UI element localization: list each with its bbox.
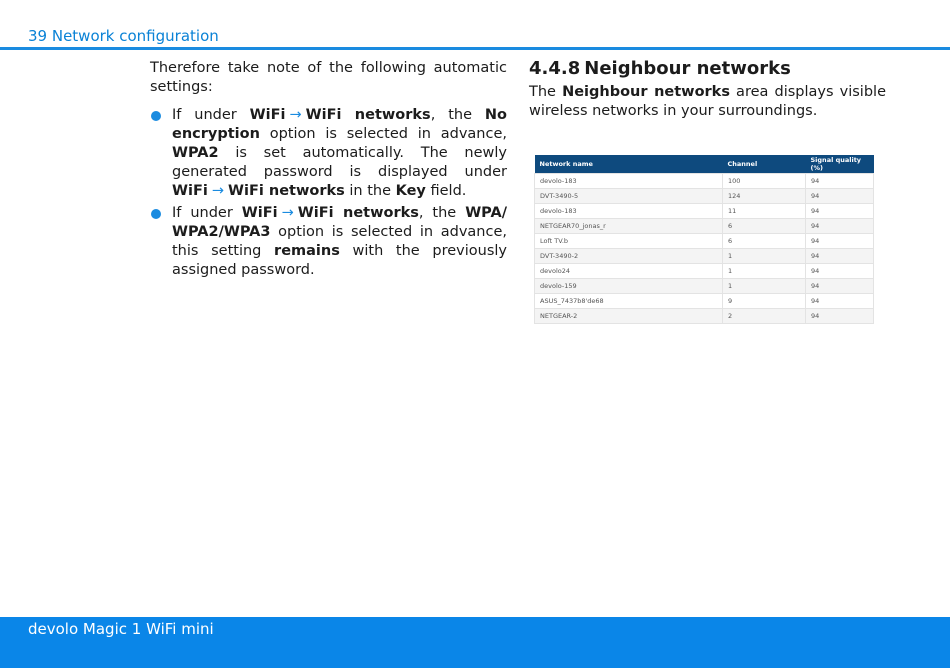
table-row[interactable] <box>535 249 874 264</box>
cell-channel: 1 <box>723 279 806 294</box>
cell-signal-quality: 94 <box>806 279 874 294</box>
cell-signal-quality: 94 <box>806 234 874 249</box>
option-wpa: WPA/ WPA2/WPA3 <box>172 205 507 240</box>
text: If under <box>172 107 250 123</box>
cell-channel: 6 <box>723 234 806 249</box>
text: If under <box>172 205 242 221</box>
settings-list <box>150 106 507 280</box>
arrow-right-icon: → <box>211 183 224 199</box>
cell-network-name: devolo-183 <box>535 174 723 189</box>
menu-wifi: WiFi <box>249 107 286 123</box>
cell-signal-quality: 94 <box>806 174 874 189</box>
cell-network-name: DVT-3490-5 <box>535 189 723 204</box>
table-row[interactable] <box>535 219 874 234</box>
cell-network-name: Loft TV.b <box>535 234 723 249</box>
menu-wifi-networks: WiFi networks <box>228 183 345 199</box>
table-row[interactable] <box>535 174 874 189</box>
table-row[interactable] <box>535 204 874 219</box>
option-no-encryption: No encryption <box>172 107 507 142</box>
text: , the <box>430 107 485 123</box>
table-header-row <box>535 155 874 174</box>
cell-network-name: devolo24 <box>535 264 723 279</box>
cell-network-name: NETGEAR70_jonas_r <box>535 219 723 234</box>
arrow-right-icon: → <box>289 107 302 123</box>
menu-wifi: WiFi <box>241 205 278 221</box>
cell-network-name: DVT-3490-2 <box>535 249 723 264</box>
table-row[interactable] <box>535 309 874 324</box>
area-name: Neighbour networks <box>562 84 730 100</box>
text: option is selected in advance, this setting <box>172 224 507 259</box>
menu-wifi-networks: WiFi networks <box>297 205 419 221</box>
cell-network-name: devolo-183 <box>535 204 723 219</box>
section-number: 4.4.8 <box>529 58 581 79</box>
keyword-remains: remains <box>274 243 340 259</box>
header-rule <box>0 47 950 50</box>
cell-network-name: devolo-159 <box>535 279 723 294</box>
cell-signal-quality: 94 <box>806 294 874 309</box>
cell-channel: 11 <box>723 204 806 219</box>
cell-signal-quality: 94 <box>806 189 874 204</box>
cell-channel: 1 <box>723 249 806 264</box>
column-header-network-name[interactable]: Network name <box>535 155 723 174</box>
arrow-right-icon: → <box>281 205 294 221</box>
table-row[interactable] <box>535 189 874 204</box>
bullet-dot-icon <box>151 111 161 121</box>
menu-wifi-networks: WiFi networks <box>305 107 431 123</box>
cell-channel: 9 <box>723 294 806 309</box>
cell-network-name: ASUS_7437b8'de68 <box>535 294 723 309</box>
text: The <box>529 84 563 100</box>
text: with the previously assigned password. <box>172 243 507 278</box>
cell-channel: 6 <box>723 219 806 234</box>
intro-paragraph: Therefore take note of the following automatic settings: <box>150 60 507 95</box>
cell-channel: 1 <box>723 264 806 279</box>
cell-signal-quality: 94 <box>806 249 874 264</box>
left-column <box>150 59 507 283</box>
header-title: 39 Network configuration <box>28 27 219 45</box>
cell-channel: 100 <box>723 174 806 189</box>
text: in the <box>344 183 396 199</box>
section-paragraph <box>529 83 886 121</box>
table-row[interactable] <box>535 264 874 279</box>
cell-network-name: NETGEAR-2 <box>535 309 723 324</box>
text: is set automatically. The newly generated password is displayed under <box>172 145 507 180</box>
table-row[interactable] <box>535 279 874 294</box>
text: , the <box>418 205 466 221</box>
footer-title: devolo Magic 1 WiFi mini <box>28 620 214 638</box>
cell-signal-quality: 94 <box>806 219 874 234</box>
list-item <box>150 204 507 280</box>
option-wpa2: WPA2 <box>172 145 219 161</box>
section-title: Neighbour networks <box>584 58 791 79</box>
column-header-signal-quality[interactable]: Signal quality (%) <box>806 155 874 174</box>
section-heading <box>529 58 886 79</box>
page-header <box>0 0 950 50</box>
field-key: Key <box>395 183 426 199</box>
table-row[interactable] <box>535 294 874 309</box>
list-item <box>150 106 507 201</box>
text: option is selected in advance, <box>259 126 507 142</box>
neighbour-networks-table <box>534 155 874 324</box>
page-footer <box>0 617 950 668</box>
cell-signal-quality: 94 <box>806 309 874 324</box>
column-header-channel[interactable]: Channel <box>723 155 806 174</box>
text: field. <box>425 183 467 199</box>
text: area displays visible wireless networks in your surroundings. <box>529 84 886 119</box>
cell-signal-quality: 94 <box>806 204 874 219</box>
cell-channel: 2 <box>723 309 806 324</box>
menu-wifi: WiFi <box>172 183 208 199</box>
cell-signal-quality: 94 <box>806 264 874 279</box>
table-row[interactable] <box>535 234 874 249</box>
cell-channel: 124 <box>723 189 806 204</box>
bullet-dot-icon <box>151 209 161 219</box>
right-column <box>529 58 886 121</box>
